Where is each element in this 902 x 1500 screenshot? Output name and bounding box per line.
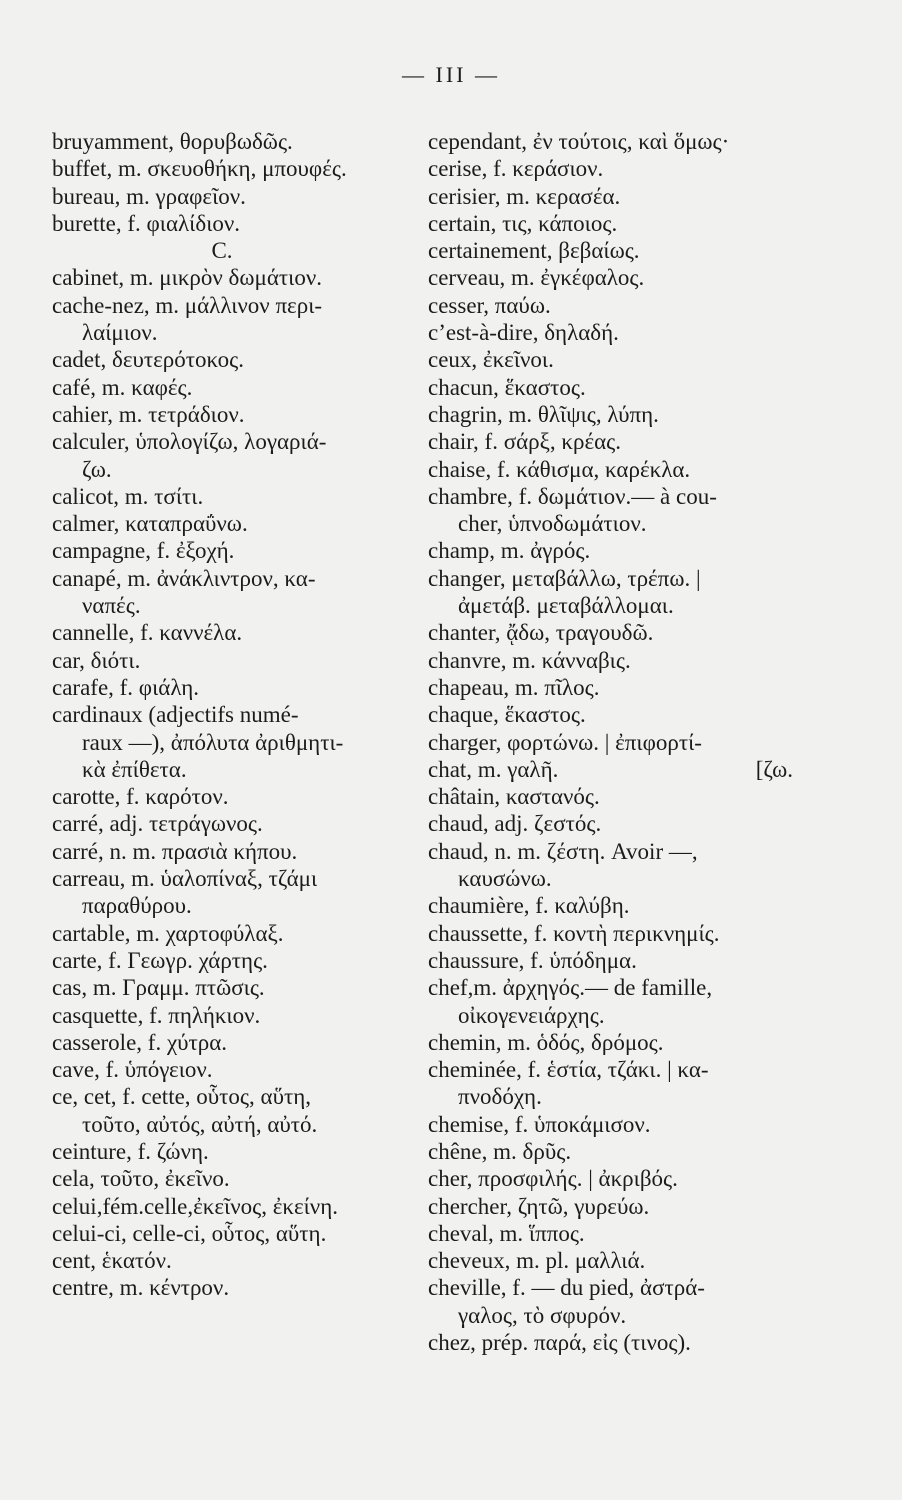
entry-text: chemise, f. ὑποκάμισον.: [428, 1111, 651, 1137]
entry-line: [428, 374, 793, 401]
entry-line: [428, 729, 793, 756]
entry-line: [428, 155, 793, 182]
entry-line: [428, 810, 793, 837]
entry-line: [428, 128, 793, 155]
entry-text: ce, cet, f. cette, οὗτος, αὕτη,: [52, 1084, 311, 1110]
entry-line: [428, 1029, 793, 1056]
entry-line: [428, 1083, 793, 1110]
entry-text: chapeau, m. πῖλος.: [428, 674, 600, 700]
entry-text: κὰ ἐπίθετα.: [82, 756, 187, 782]
entry-line: [428, 537, 793, 564]
entry-text: chambre, f. δωμάτιον.— à cou-: [428, 483, 717, 509]
entry-text: τοῦτο, αὐτός, αὐτή, αὐτό.: [82, 1111, 318, 1137]
entry-text: cerisier, m. κερασέα.: [428, 183, 621, 209]
entry-line: [428, 1247, 793, 1274]
entry-text: calculer, ὑπολογίζω, λογαριά-: [52, 429, 327, 455]
entry-line: [52, 838, 412, 865]
entry-line: [428, 428, 793, 455]
entry-line: [52, 565, 412, 592]
entry-text: chercher, ζητῶ, γυρεύω.: [428, 1193, 650, 1219]
entry-line: [52, 1083, 412, 1110]
entry-line: [52, 647, 412, 674]
entry-text: πνοδόχη.: [458, 1084, 542, 1110]
entry-line: [52, 483, 412, 510]
entry-line: [52, 1165, 412, 1192]
entry-text: cadet, δευτερότοκος.: [52, 347, 244, 373]
entry-line: [428, 647, 793, 674]
entry-text: cheminée, f. ἑστία, τζάκι. | κα-: [428, 1057, 709, 1083]
entry-line: [428, 920, 793, 947]
entry-text: café, m. καφές.: [52, 374, 193, 400]
entry-line: [52, 1111, 412, 1138]
entry-line: [52, 865, 412, 892]
entry-line: [52, 619, 412, 646]
entry-line: [52, 1247, 412, 1274]
entry-text: οἰκογενειάρχης.: [458, 1002, 605, 1028]
entry-text: ceux, ἐκεῖνοι.: [428, 347, 554, 373]
entry-line: [428, 865, 793, 892]
entry-line: [428, 565, 793, 592]
entry-text: certainement, βεβαίως.: [428, 238, 640, 264]
entry-text: cela, τοῦτο, ἐκεῖνο.: [52, 1166, 230, 1192]
entry-text: cardinaux (adjectifs numé-: [52, 702, 299, 728]
entry-text: cheville, f. — du pied, ἀστρά-: [428, 1275, 705, 1301]
entry-line: [52, 1274, 412, 1301]
entry-line: [52, 729, 412, 756]
entry-line: [52, 1138, 412, 1165]
entry-line: [52, 456, 412, 483]
entry-text: cheveux, m. pl. μαλλιά.: [428, 1248, 646, 1274]
entry-text: chaud, adj. ζεστός.: [428, 811, 602, 837]
entry-line: [52, 974, 412, 1001]
entry-text: cave, f. ὑπόγειον.: [52, 1057, 213, 1083]
entry-text: chanvre, m. κάνναβις.: [428, 647, 631, 673]
entry-text: καυσώνω.: [458, 866, 552, 892]
entry-text: λαίμιον.: [82, 320, 158, 346]
entry-line: [52, 1193, 412, 1220]
entry-line: [52, 401, 412, 428]
entry-text: chaque, ἕκαστος.: [428, 702, 586, 728]
entry-line: [428, 592, 793, 619]
entry-text: chanter, ᾄδω, τραγουδῶ.: [428, 620, 654, 646]
entry-text: chaumière, f. καλύβη.: [428, 893, 630, 919]
entry-line: [52, 701, 412, 728]
entry-text: ναπές.: [82, 593, 141, 619]
entry-line: [428, 1302, 793, 1329]
entry-text: παραθύρου.: [82, 893, 192, 919]
entry-line: [428, 756, 793, 783]
entry-line: [428, 183, 793, 210]
entry-text: calicot, m. τσίτι.: [52, 483, 204, 509]
entry-text: chêne, m. δρῦς.: [428, 1138, 572, 1164]
entry-line: [428, 210, 793, 237]
entry-text: ἀμετάβ. μεταβάλλομαι.: [458, 593, 674, 619]
entry-line: [428, 1056, 793, 1083]
entry-text: celui-ci, celle-ci, οὗτος, αὕτη.: [52, 1220, 327, 1246]
entry-line: [52, 783, 412, 810]
right-column: [428, 128, 793, 1356]
entry-text: cabinet, m. μικρὸν δωμάτιον.: [52, 265, 322, 291]
entry-line: [52, 537, 412, 564]
entry-text: cerveau, m. ἐγκέφαλος.: [428, 265, 645, 291]
entry-line: [52, 810, 412, 837]
entry-text: chaud, n. m. ζέστη. Avoir —,: [428, 838, 698, 864]
page-number: — III —: [402, 62, 500, 87]
entry-line: [428, 483, 793, 510]
entry-line: [428, 319, 793, 346]
entry-text: carré, adj. τετράγωνος.: [52, 811, 263, 837]
section-letter: [52, 237, 412, 264]
entry-text: celui,fém.celle,ἐκεῖνος, ἐκείνη.: [52, 1193, 338, 1219]
entry-text: chagrin, m. θλῖψις, λύπη.: [428, 401, 659, 427]
entry-line: [428, 264, 793, 291]
entry-text: carte, f. Γεωγρ. χάρτης.: [52, 947, 268, 973]
entry-line: [428, 892, 793, 919]
entry-text: bruyamment, θορυβωδῶς.: [52, 129, 293, 154]
entry-text: châtain, καστανός.: [428, 784, 600, 810]
entry-line: [52, 292, 412, 319]
entry-line: [52, 1002, 412, 1029]
entry-text: chaussure, f. ὑπόδημα.: [428, 947, 637, 973]
entry-line: [52, 374, 412, 401]
entry-text: cas, m. Γραμμ. πτῶσις.: [52, 975, 265, 1001]
entry-text: casquette, f. πηλήκιον.: [52, 1002, 261, 1028]
entry-text: ζω.: [82, 456, 112, 482]
entry-text: carreau, m. ὑαλοπίναξ, τζάμι: [52, 866, 318, 892]
entry-line: [428, 1165, 793, 1192]
entry-line: [52, 346, 412, 373]
entry-line: [428, 346, 793, 373]
entry-line: [52, 592, 412, 619]
entry-line: [52, 892, 412, 919]
entry-line: [52, 1056, 412, 1083]
entry-line: [428, 783, 793, 810]
entry-text: champ, m. ἀγρός.: [428, 538, 591, 564]
entry-text: chaussette, f. κοντὴ περικνημίς.: [428, 920, 720, 946]
entry-line: [52, 128, 412, 155]
entry-line: [428, 974, 793, 1001]
entry-text: calmer, καταπραΰνω.: [52, 511, 248, 537]
entry-text: raux —), ἀπόλυτα ἀριθμητι-: [82, 729, 344, 755]
entry-text: cache-nez, m. μάλλινον περι-: [52, 292, 323, 318]
entry-text: casserole, f. χύτρα.: [52, 1029, 228, 1055]
entry-line: [428, 510, 793, 537]
entry-line: [52, 183, 412, 210]
entry-text: cependant, ἐν τούτοις, καὶ ὅμως·: [428, 129, 730, 154]
entry-text: chacun, ἕκαστος.: [428, 374, 586, 400]
entry-text: c’est-à-dire, δηλαδή.: [428, 320, 619, 346]
entry-text: chaise, f. κάθισμα, καρέκλα.: [428, 456, 691, 482]
entry-text: ceinture, f. ζώνη.: [52, 1138, 209, 1164]
entry-text: chef,m. ἀρχηγός.— de famille,: [428, 975, 713, 1001]
entry-text: burette, f. φιαλίδιον.: [52, 210, 241, 236]
entry-line: [428, 1111, 793, 1138]
entry-text: C.: [211, 238, 233, 264]
entry-line: [428, 237, 793, 264]
entry-text: chemin, m. ὁδός, δρόμος.: [428, 1029, 664, 1055]
entry-text: canapé, m. ἀνάκλιντρον, κα-: [52, 565, 316, 591]
entry-text: cent, ἑκατόν.: [52, 1248, 172, 1274]
entry-text: changer, μεταβάλλω, τρέπω. |: [428, 565, 701, 591]
entry-text: cahier, m. τετράδιον.: [52, 401, 245, 427]
entry-line: [52, 756, 412, 783]
entry-text: charger, φορτώνω. | ἐπιφορτί-: [428, 729, 702, 755]
entry-text: cesser, παύω.: [428, 292, 551, 318]
entry-text: cher, προσφιλής. | ἀκριβός.: [428, 1166, 678, 1192]
entry-line: [428, 674, 793, 701]
entry-text: carafe, f. φιάλη.: [52, 674, 200, 700]
entry-text: cheval, m. ἵππος.: [428, 1220, 585, 1246]
entry-line: [428, 1002, 793, 1029]
entry-line: [428, 619, 793, 646]
entry-line: [428, 1329, 793, 1356]
entry-text: buffet, m. σκευοθήκη, μπουφές.: [52, 156, 347, 182]
entry-line: [428, 1220, 793, 1247]
entry-line: [52, 920, 412, 947]
entry-line: [428, 947, 793, 974]
entry-line: [52, 947, 412, 974]
entry-text: cannelle, f. καννέλα.: [52, 620, 243, 646]
entry-line: [52, 264, 412, 291]
entry-line: [52, 210, 412, 237]
entry-line: [428, 701, 793, 728]
entry-line: [428, 456, 793, 483]
entry-text: cher, ὑπνοδωμάτιον.: [458, 511, 647, 537]
entry-text: chat, m. γαλῆ.: [428, 756, 559, 782]
entry-text: chez, prép. παρά, εἰς (τινος).: [428, 1330, 691, 1356]
entry-text: car, διότι.: [52, 647, 141, 673]
left-column: [52, 128, 412, 1302]
entry-line: [428, 838, 793, 865]
entry-line: [52, 319, 412, 346]
entry-text: carré, n. m. πρασιὰ κήπου.: [52, 838, 298, 864]
entry-line: [52, 1029, 412, 1056]
overflow-fragment: [ζω.: [755, 756, 793, 782]
entry-line: [428, 401, 793, 428]
entry-line: [428, 1138, 793, 1165]
entry-text: cerise, f. κεράσιον.: [428, 156, 604, 182]
entry-line: [428, 1274, 793, 1301]
entry-text: certain, τις, κάποιος.: [428, 210, 618, 236]
entry-line: [52, 428, 412, 455]
entry-line: [52, 674, 412, 701]
entry-line: [52, 1220, 412, 1247]
entry-line: [428, 1193, 793, 1220]
entry-text: campagne, f. ἐξοχή.: [52, 538, 235, 564]
entry-text: centre, m. κέντρον.: [52, 1275, 230, 1301]
entry-text: cartable, m. χαρτοφύλαξ.: [52, 920, 284, 946]
entry-line: [52, 510, 412, 537]
entry-text: bureau, m. γραφεῖον.: [52, 183, 246, 209]
entry-text: γαλος, τὸ σφυρόν.: [458, 1302, 627, 1328]
entry-line: [52, 155, 412, 182]
entry-text: carotte, f. καρότον.: [52, 784, 229, 810]
entry-text: chair, f. σάρξ, κρέας.: [428, 429, 622, 455]
entry-line: [428, 292, 793, 319]
